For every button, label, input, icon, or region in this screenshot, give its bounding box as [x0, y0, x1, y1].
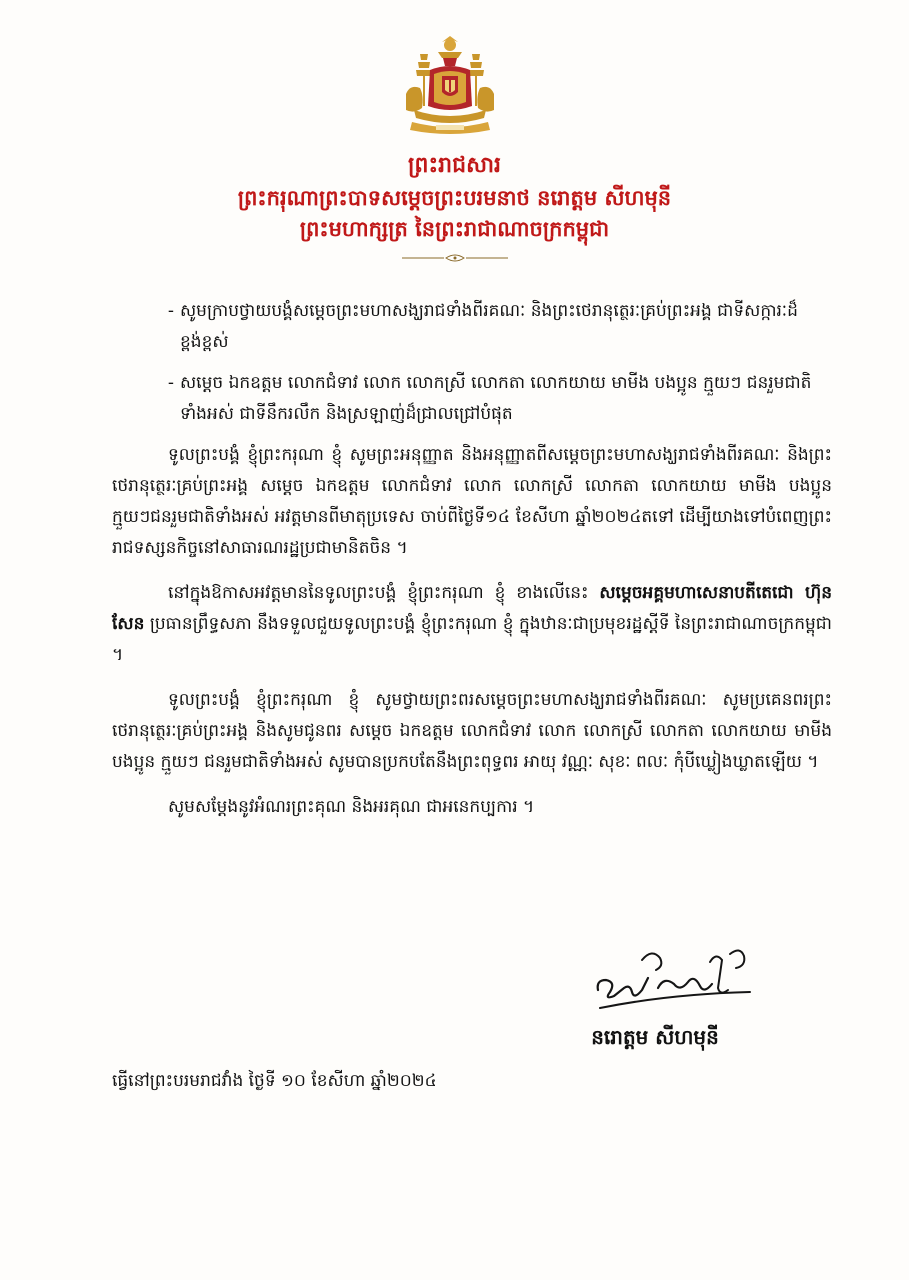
king-title: ព្រះករុណាព្រះបាទសម្តេចព្រះបរមនាថ នរោត្តម សីហមុនី	[237, 186, 672, 210]
paragraph-acting-head	[112, 578, 832, 671]
date-line: ធ្វើនៅព្រះបរមរាជវាំង ថ្ងៃទី ១០ ខែសីហា ឆ្នាំ២០២៤	[112, 1071, 437, 1091]
letter-title: ព្រះរាជសារ	[407, 153, 502, 178]
paragraph-absence: ទូលព្រះបង្គំ ខ្ញុំព្រះករុណា ខ្ញុំ សូមព្រះអនុញ្ញាត និងអនុញ្ញាតពីសម្តេចព្រះមហាសង្ឃរាជទាំងពីរគណៈ និងព្រះថេរានុត្ថេរៈគ្រប់ព្រះអង្គ សម្តេច ឯកឧត្តម លោកជំទាវ លោក លោកស្រី លោកតា លោកយាយ មាមីង បងប្អូន ក្មួយៗជនរួមជាតិទាំងអស់ អវត្តមានពីមាតុប្រទេស ចាប់ពីថ្ងៃទី១៤ ខែសីហា ឆ្នាំ២០២៤តទៅ ដើម្បីយាងទៅបំពេញព្រះរាជទស្សនកិច្ចនៅសាធារណរដ្ឋប្រជាមានិតចិន ។	[112, 445, 832, 558]
kingdom-title: ព្រះមហាក្សត្រ នៃព្រះរាជាណាចក្រកម្ពុជា	[299, 217, 610, 241]
letter-header	[120, 150, 789, 244]
acting-head-name: សម្តេចអគ្គមហាសេនាបតីតេជោ ហ៊ុន សែន	[112, 583, 832, 634]
paragraph-acting-head-post: ប្រធានព្រឹទ្ធសភា នឹងទទួលជួយទូលព្រះបង្គំ ខ្ញុំព្រះករុណា ខ្ញុំ ក្នុងឋានៈជាប្រមុខរដ្ឋស្តីទី នៃព្រះរាជាណាចក្រកម្ពុជា ។	[112, 614, 832, 665]
ornament-divider	[400, 252, 510, 264]
salutation-text: សម្តេច ឯកឧត្តម លោកជំទាវ លោក លោកស្រី លោកតា លោកយាយ មាមីង បងប្អូន ក្មួយៗ ជនរួមជាតិទាំងអស់ ជាទីនឹករលឹក និងស្រឡាញ់ដ៏ជ្រាលជ្រៅបំផុត	[180, 373, 812, 424]
salutation-dash: -	[167, 301, 174, 321]
salutation-text: សូមក្រាបថ្វាយបង្គំសម្តេចព្រះមហាសង្ឃរាជទាំងពីរគណៈ និងព្រះថេរានុត្ថេរៈគ្រប់ព្រះអង្គ ជាទីសក្ការៈដ៏ខ្ពង់ខ្ពស់	[180, 301, 798, 352]
handwritten-signature	[590, 930, 760, 1020]
signer-name: នរោត្តម សីហមុនី	[591, 1025, 719, 1049]
salutation-item	[112, 296, 832, 358]
royal-arms-icon	[398, 36, 502, 136]
closing-line: សូមសម្តែងនូវអំណរព្រះគុណ និងអរគុណ ជាអនេកប្បការ ។	[168, 797, 535, 817]
letter-body	[112, 296, 832, 823]
salutation-dash: -	[167, 373, 174, 393]
paragraph-acting-head-pre: នៅក្នុងឱកាសអវត្តមាននៃទូលព្រះបង្គំ ខ្ញុំព្រះករុណា ខ្ញុំ ខាងលើនេះ	[168, 583, 600, 603]
salutation-item	[112, 368, 832, 430]
paragraph-blessing: ទូលព្រះបង្គំ ខ្ញុំព្រះករុណា ខ្ញុំ សូមថ្វាយព្រះពរសម្តេចព្រះមហាសង្ឃរាជទាំងពីរគណៈ សូមប្រគេនពរព្រះថេរានុត្ថេរៈគ្រប់ព្រះអង្គ និងសូមជូនពរ សម្តេច ឯកឧត្តម លោកជំទាវ លោក លោកស្រី លោកតា លោកយាយ មាមីង បងប្អូន ក្មួយៗ ជនរួមជាតិទាំងអស់ សូមបានប្រកបតែនឹងព្រះពុទ្ធពរ អាយុ វណ្ណៈ សុខៈ ពលៈ កុំបីឃ្លៀងឃ្លាតឡើយ ។	[112, 690, 832, 772]
